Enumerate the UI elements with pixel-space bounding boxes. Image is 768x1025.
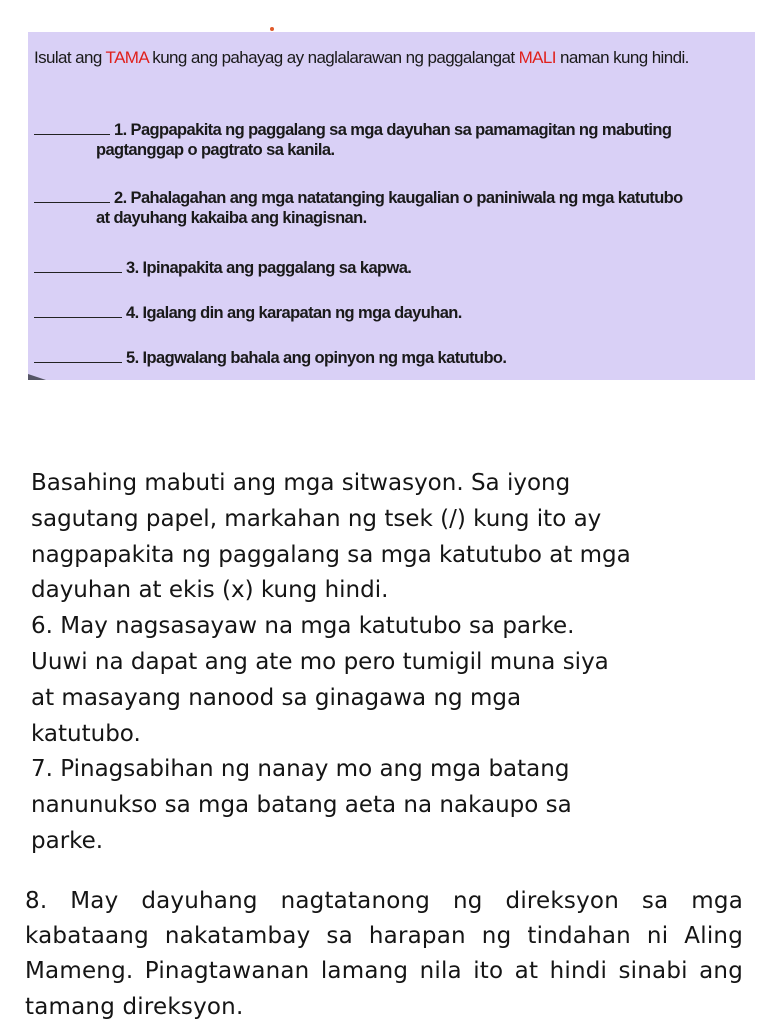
answer-blank	[34, 258, 122, 273]
worksheet-image	[28, 32, 755, 380]
worksheet-item-3	[34, 258, 411, 278]
item-text: 4. Igalang din ang karapatan ng mga dayuhan.	[126, 304, 462, 322]
text-line: katutubo.	[31, 720, 141, 747]
text-line: sagutang papel, markahan ng tsek (/) kung ito ay	[31, 505, 602, 532]
answer-blank	[34, 120, 110, 135]
text-line: parke.	[31, 827, 104, 854]
situations-text	[31, 466, 731, 860]
text-line: nagpapakita ng paggalang sa mga katutubo at mga	[31, 541, 631, 568]
text-line: nanunukso sa mga batang aeta na nakaupo sa	[31, 792, 572, 819]
instruction-text-1: Isulat ang	[34, 48, 106, 67]
situation-6: 6. May nagsasayaw na mga katutubo sa parke.	[31, 613, 575, 640]
situation-7: 7. Pinagsabihan ng nanay mo ang mga batang	[31, 756, 570, 783]
worksheet-item-5	[34, 348, 506, 368]
text-line: at masayang nanood sa ginagawa ng mga	[31, 684, 522, 711]
worksheet-item-2	[34, 188, 683, 228]
item-text-continued: at dayuhang kakaiba ang kinagisnan.	[96, 209, 367, 227]
instruction-text-2: kung ang pahayag ay naglalarawan ng paggalangat	[148, 48, 519, 67]
item-text: 2. Pahalagahan ang mga natatanging kaugalian o paniniwala ng mga katutubo	[114, 189, 683, 207]
instruction-text-3: naman kung hindi.	[555, 48, 689, 67]
page-fold-mark	[28, 374, 46, 380]
item-text: 5. Ipagwalang bahala ang opinyon ng mga katutubo.	[126, 349, 507, 367]
tama-keyword: TAMA	[105, 48, 149, 67]
text-line: Basahing mabuti ang mga sitwasyon. Sa iyong	[31, 470, 571, 496]
answer-blank	[34, 303, 122, 318]
worksheet-item-1	[34, 120, 671, 160]
worksheet-instruction	[34, 48, 734, 68]
worksheet-item-4	[34, 303, 462, 323]
item-text-continued: pagtanggap o pagtrato sa kanila.	[96, 141, 335, 159]
orange-dot-mark	[270, 27, 274, 31]
text-line: Uuwi na dapat ang ate mo pero tumigil muna siya	[31, 648, 609, 675]
answer-blank	[34, 188, 110, 203]
item-text: 1. Pagpapakita ng paggalang sa mga dayuhan sa pamamagitan ng mabuting	[114, 121, 672, 139]
text-line: dayuhan at ekis (x) kung hindi.	[31, 577, 389, 604]
item-text: 3. Ipinapakita ang paggalang sa kapwa.	[126, 259, 412, 277]
answer-blank	[34, 348, 122, 363]
situation-8: 8. May dayuhang nagtatanong ng direksyon sa mga kabataang nakatambay sa harapan ng tindahan ni Aling Mameng. Pinagtawanan lamang nila ito at hindi sinabi ang tamang direksyon.	[25, 888, 743, 1020]
mali-keyword: MALI	[518, 48, 556, 67]
